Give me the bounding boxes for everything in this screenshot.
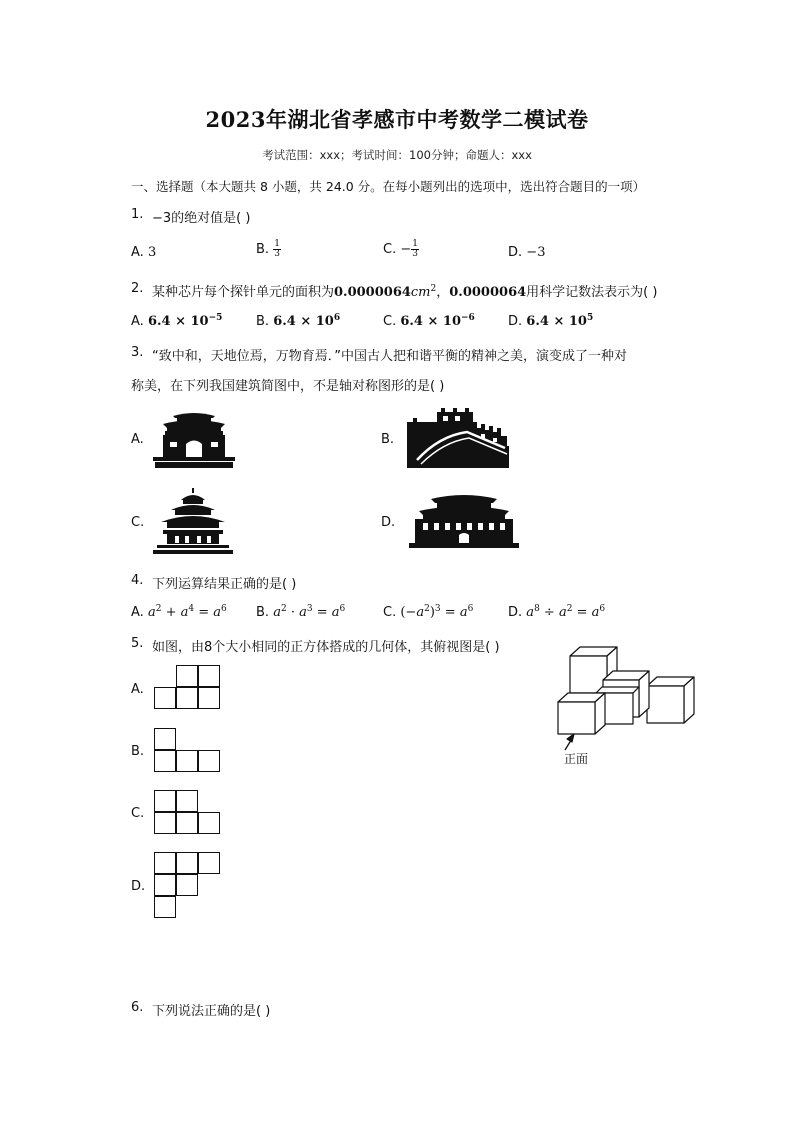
q3-number: 3. <box>131 345 144 360</box>
option-label: D. <box>508 245 523 260</box>
option-value: −3 <box>526 245 546 260</box>
q3-option-c-label: C. <box>131 515 145 530</box>
grid-cell <box>198 812 220 834</box>
q1-option-c: C. − $\frac{1}{3}$ <box>383 239 418 259</box>
section-heading: 一、选择题（本大题共 8 小题，共 24.0 分。在每小题列出的选项中，选出符合题目的一项） <box>131 179 646 194</box>
q2-option-a: A. $6.4 \times 10^{-5}$ <box>131 313 223 329</box>
q5-stem: 如图，由8个大小相同的正方体搭成的几何体，其俯视图是( ) <box>152 640 500 655</box>
grid-cell <box>154 750 176 772</box>
grid-cell <box>154 790 176 812</box>
q6-number: 6. <box>131 1000 144 1015</box>
grid-cell <box>176 874 198 896</box>
option-label: B. <box>256 242 270 257</box>
grid-cell <box>176 812 198 834</box>
q4-option-a: A. $a^2 + a^4 = a^6$ <box>131 604 227 620</box>
grid-cell <box>154 728 176 750</box>
q1-option-d <box>508 245 545 260</box>
tiananmen-icon <box>409 493 519 548</box>
fraction: $\frac{1}{3}$ <box>274 239 280 259</box>
q3-line2: 称美，在下列我国建筑简图中，不是轴对称图形的是( ) <box>131 379 445 394</box>
q4-option-b: B. $a^2 \cdot a^3 = a^6$ <box>256 604 346 620</box>
q5-option-d-grid <box>154 852 224 920</box>
q5-option-c-label: C. <box>131 806 145 821</box>
option-value: 3 <box>147 245 157 260</box>
q5-option-d-label: D. <box>131 879 146 894</box>
q5-option-b-label: B. <box>131 744 145 759</box>
temple-of-heaven-icon <box>153 488 233 554</box>
gate-building-icon <box>153 410 235 468</box>
q1-number: 1. <box>131 207 144 222</box>
grid-cell <box>154 687 176 709</box>
grid-cell <box>176 687 198 709</box>
q4-option-c: C. $(-a^2)^3 = a^6$ <box>383 604 474 620</box>
grid-cell <box>176 790 198 812</box>
q3-option-b-label: B. <box>381 432 395 447</box>
grid-cell <box>154 874 176 896</box>
option-label: A. <box>131 245 144 260</box>
q3-line1: “致中和，天地位焉，万物育焉．”中国古人把和谐平衡的精神之美，演变成了一种对 <box>152 349 627 364</box>
q4-number: 4. <box>131 573 144 588</box>
q1-option-b <box>256 240 281 259</box>
fraction: $\frac{1}{3}$ <box>412 239 418 259</box>
q2-option-c: C. $6.4 \times 10^{-6}$ <box>383 313 475 329</box>
grid-cell <box>198 852 220 874</box>
q4-stem: 下列运算结果正确的是( ) <box>152 577 297 592</box>
grid-cell <box>154 812 176 834</box>
cube-stack-figure <box>555 640 695 765</box>
q2-stem: 某种芯片每个探针单元的面积为$0.0000064cm^2$，0.0000064用科学记数法表示为( ) <box>152 284 658 300</box>
q5-option-b-grid <box>154 728 224 774</box>
q2-option-d: D. $6.4 \times 10^5$ <box>508 313 594 329</box>
q5-option-a-label: A. <box>131 682 144 697</box>
q3-option-d-label: D. <box>381 515 396 530</box>
q2-number: 2. <box>131 281 144 296</box>
q3-option-a-label: A. <box>131 432 144 447</box>
q5-option-c-grid <box>154 790 224 836</box>
grid-cell <box>154 852 176 874</box>
page-title: 2023年湖北省孝感市中考数学二模试卷 <box>205 107 589 132</box>
grid-cell <box>154 896 176 918</box>
q2-option-b: B. $6.4 \times 10^6$ <box>256 313 341 329</box>
q1-option-a <box>131 245 156 260</box>
grid-cell <box>176 665 198 687</box>
front-view-label: 正面 <box>564 752 589 766</box>
q5-option-a-grid <box>154 665 224 711</box>
q1-stem: −3的绝对值是( ) <box>152 211 251 226</box>
q4-option-d: D. $a^8 \div a^2 = a^6$ <box>508 604 606 620</box>
option-label: C. <box>383 242 397 257</box>
q6-stem: 下列说法正确的是( ) <box>152 1004 271 1019</box>
exam-info: 考试范围：xxx；考试时间：100分钟；命题人：xxx <box>262 148 532 162</box>
q5-number: 5. <box>131 636 144 651</box>
grid-cell <box>198 665 220 687</box>
grid-cell <box>176 750 198 772</box>
grid-cell <box>176 852 198 874</box>
great-wall-icon <box>407 408 509 468</box>
grid-cell <box>198 750 220 772</box>
grid-cell <box>198 687 220 709</box>
